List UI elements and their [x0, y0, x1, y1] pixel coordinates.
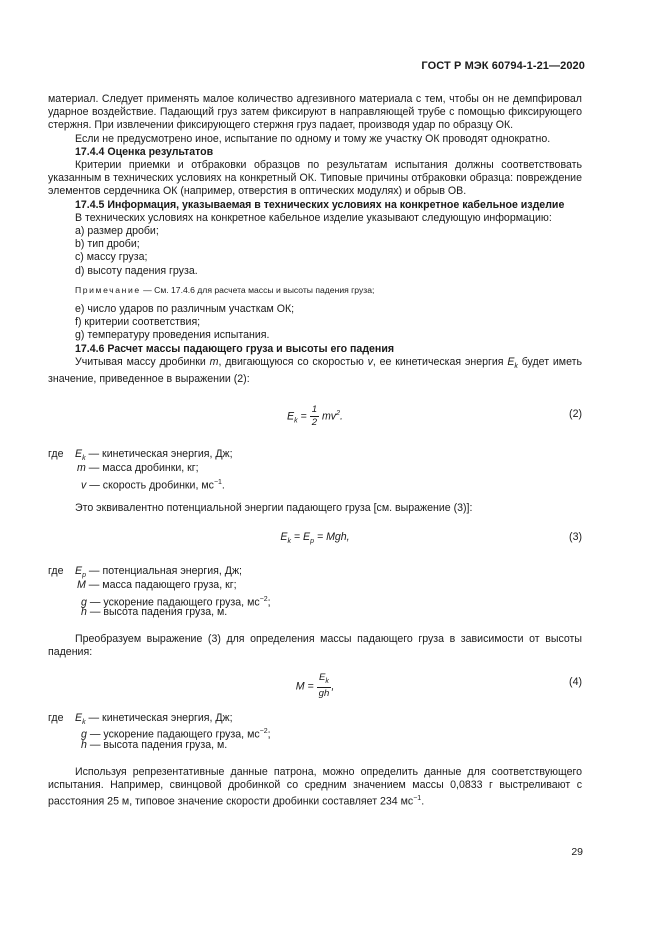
symbol: E — [75, 711, 83, 724]
punctuation: . — [221, 479, 225, 492]
where-label: где — [48, 711, 64, 724]
punctuation: ; — [267, 728, 271, 741]
formula-term: mv — [321, 410, 337, 423]
definition: — ускорение падающего груза, мс — [86, 728, 260, 741]
where-row — [48, 462, 582, 476]
symbol-sub-k: k — [294, 417, 298, 425]
symbol-sub: k — [82, 718, 86, 726]
exponent: −1 — [213, 478, 222, 486]
where-label: где — [48, 564, 64, 577]
definition: — скорость дробинки, мс — [86, 479, 214, 492]
symbol-sub-k: k — [325, 677, 329, 685]
where-row — [48, 579, 582, 593]
note-label: Примечание — [75, 284, 141, 295]
list-item: f) критерии соответствия; — [75, 316, 201, 329]
symbol-e: E — [319, 671, 326, 683]
formula-expression — [48, 404, 582, 429]
fraction-denominator: gh — [318, 688, 330, 700]
formula-expression — [48, 672, 582, 701]
note-text: — См. 17.4.6 для расчета массы и высоты падения груза; — [140, 284, 375, 295]
definition: — кинетическая энергия, Дж; — [85, 711, 233, 724]
symbol: M — [77, 578, 86, 591]
symbol-v: v — [367, 355, 373, 368]
fraction — [310, 404, 319, 429]
paragraph: Если не предусмотрено иное, испытание по одному и тому же участку ОК проводят однократно. — [75, 132, 551, 145]
definition: — высота падения груза, м. — [86, 739, 228, 752]
symbol: v — [81, 479, 87, 492]
where-block-3 — [48, 712, 582, 753]
section-heading-17-4-5: 17.4.5 Информация, указываемая в технических условиях на конкретное кабельное изделие — [75, 198, 565, 211]
exponent: −2 — [259, 728, 268, 736]
text-run: Используя репрезентативные данные патрона, можно определить данные для соответствующего испытания. Например, свинцовой дробинкой со средним значением массы 0,0833 г выстреливают с расстояния 25 м, типовое значение скорости дробинки составляет 234 мс — [48, 765, 582, 808]
formula-2 — [48, 404, 582, 438]
punctuation: . — [340, 410, 343, 423]
where-row — [48, 565, 582, 579]
formula-term: M = — [295, 679, 317, 692]
text-run: будет иметь значение, приведенное в выражении (2): — [48, 355, 582, 386]
symbol-sub: p — [82, 572, 86, 580]
list-item: c) массу груза; — [75, 251, 148, 264]
symbol: h — [81, 606, 87, 619]
symbol: E — [75, 564, 83, 577]
text-run: , ее кинетическая энергия — [372, 355, 508, 368]
symbol: E — [75, 448, 83, 461]
symbol-sub: k — [82, 455, 86, 463]
paragraph: Это эквивалентно потенциальной энергии падающего груза [см. выражение (3)]: — [75, 501, 473, 514]
paragraph: материал. Следует применять малое количество адгезивного материала с тем, чтобы он не демпфировал ударное воздействие. Падающий груз затем фиксируют в направляющей трубе с помощью фиксирующего стержня. При извлечении фиксирующего стержня груз падает, производя удар по образцу ОК. — [48, 93, 582, 132]
punctuation: . — [421, 795, 425, 808]
text-run: , двигающуюся со скоростью — [218, 355, 368, 368]
section-heading-17-4-4: 17.4.4 Оценка результатов — [75, 145, 214, 158]
formula-term: = E — [290, 530, 311, 543]
symbol-m: m — [209, 355, 219, 368]
where-row — [48, 606, 582, 620]
paragraph — [48, 356, 582, 387]
paragraph: В технических условиях на конкретное кабельное изделие указывают следующую информацию: — [75, 211, 552, 224]
note — [75, 284, 582, 297]
where-row — [48, 739, 582, 753]
section-heading-17-4-6: 17.4.6 Расчет массы падающего груза и высоты его падения — [75, 342, 395, 355]
list-item: b) тип дроби; — [75, 238, 140, 251]
where-row — [48, 725, 582, 739]
symbol: g — [81, 728, 87, 741]
fraction-numerator — [317, 672, 332, 689]
paragraph — [48, 766, 582, 809]
where-label: где — [48, 448, 64, 461]
list-item: g) температуру проведения испытания. — [75, 329, 270, 342]
where-block-1 — [48, 448, 582, 492]
paragraph: Критерии приемки и отбраковки образцов по результатам испытания должны соответствовать указанным в технических условиях на конкретный ОК. Типовые причины отбраковки образца: повреждение элементов сердечника ОК (например, отверстия в оптических модулях) и обрыв ОВ. — [48, 159, 582, 198]
exponent: −2 — [259, 595, 268, 603]
paragraph: Преобразуем выражение (3) для определения массы падающего груза в зависимости от высоты падения: — [48, 633, 582, 659]
standard-header: ГОСТ Р МЭК 60794-1-21—2020 — [421, 60, 585, 72]
where-row — [48, 448, 582, 462]
symbol-e: E — [507, 355, 515, 368]
definition: — кинетическая энергия, Дж; — [85, 448, 233, 461]
symbol-sub-k: k — [287, 538, 291, 546]
page-content — [48, 93, 582, 809]
list-item: a) размер дроби; — [75, 225, 159, 238]
symbol-e: E — [280, 530, 288, 543]
where-row — [48, 593, 582, 607]
symbol: h — [81, 739, 87, 752]
formula-3 — [48, 531, 582, 555]
where-row — [48, 712, 582, 726]
definition: — масса дробинки, кг; — [85, 462, 199, 475]
text-run: Учитывая массу дробинки — [75, 355, 210, 368]
page-number: 29 — [571, 846, 583, 858]
symbol-sub-k: k — [514, 362, 518, 370]
symbol: m — [77, 462, 86, 475]
formula-number: (2) — [569, 408, 582, 421]
symbol-sub-p: p — [310, 538, 314, 546]
list-item: e) число ударов по различным участкам ОК; — [75, 303, 295, 316]
exponent: 2 — [336, 410, 341, 418]
formula-number: (3) — [569, 530, 582, 543]
formula-4 — [48, 672, 582, 706]
formula-number: (4) — [569, 675, 582, 688]
definition: — масса падающего груза, кг; — [85, 578, 237, 591]
punctuation: ; — [267, 596, 271, 609]
symbol: g — [81, 596, 87, 609]
exponent: −1 — [413, 795, 422, 803]
definition: — потенциальная энергия, Дж; — [85, 564, 242, 577]
fraction-numerator: 1 — [311, 404, 318, 416]
definition: — высота падения груза, м. — [86, 606, 228, 619]
fraction-denominator: 2 — [311, 417, 318, 429]
fraction — [317, 671, 335, 701]
punctuation: , — [331, 679, 335, 692]
where-row — [48, 476, 582, 490]
formula-expression — [48, 531, 582, 548]
symbol-e: E — [287, 410, 295, 423]
formula-term: = Mgh, — [314, 530, 350, 543]
equals-sign: = — [297, 410, 310, 423]
where-block-2 — [48, 565, 582, 620]
list-item: d) высоту падения груза. — [75, 264, 198, 277]
definition: — ускорение падающего груза, мс — [86, 596, 260, 609]
